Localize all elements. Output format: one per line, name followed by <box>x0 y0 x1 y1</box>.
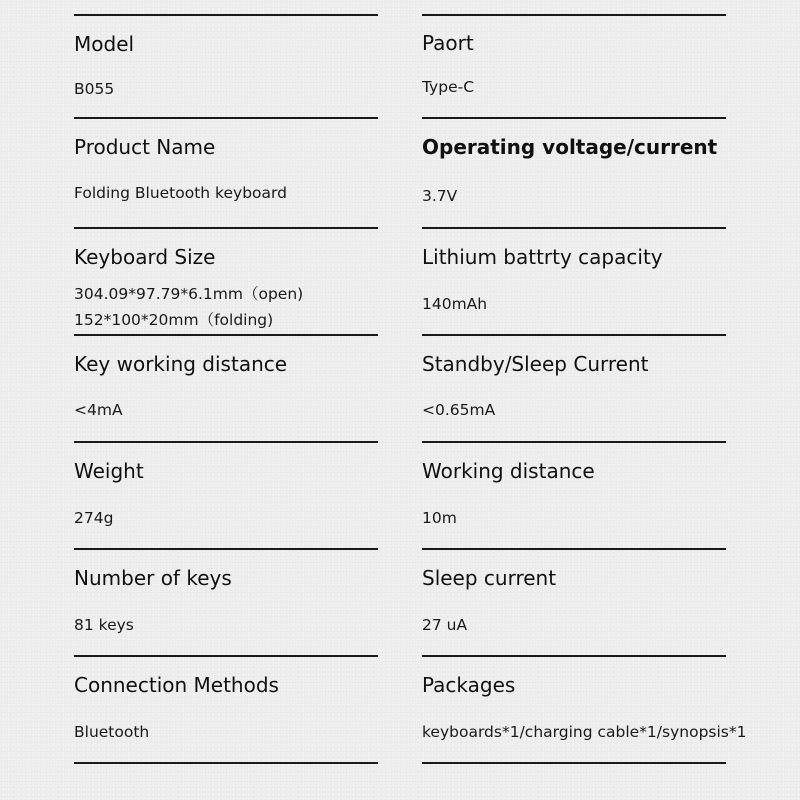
spec-value: 3.7V <box>422 187 458 205</box>
spec-label: Working distance <box>422 459 595 483</box>
spec-value: <0.65mA <box>422 401 496 419</box>
divider <box>422 548 726 550</box>
spec-value: 304.09*97.79*6.1mm（open) <box>74 285 304 303</box>
spec-value: Bluetooth <box>74 723 150 741</box>
divider <box>422 334 726 336</box>
divider <box>422 441 726 443</box>
divider <box>74 117 378 119</box>
spec-value: 81 keys <box>74 616 134 634</box>
spec-value: <4mA <box>74 401 123 419</box>
spec-value: Type-C <box>422 78 475 96</box>
spec-value: B055 <box>74 80 115 98</box>
spec-label: Paort <box>422 31 474 55</box>
divider <box>74 548 378 550</box>
spec-value: 27 uA <box>422 616 468 634</box>
spec-label: Standby/Sleep Current <box>422 352 649 376</box>
divider <box>74 14 378 16</box>
spec-value-line2: 152*100*20mm（folding) <box>74 311 274 329</box>
spec-label: Operating voltage/current <box>422 135 718 159</box>
spec-label: Weight <box>74 459 144 483</box>
spec-value: 140mAh <box>422 295 488 313</box>
divider <box>74 334 378 336</box>
divider <box>422 655 726 657</box>
spec-label: Lithium battrty capacity <box>422 245 663 269</box>
spec-label: Model <box>74 32 135 56</box>
divider <box>422 227 726 229</box>
spec-value: 10m <box>422 509 457 527</box>
spec-label: Packages <box>422 673 516 697</box>
spec-label: Number of keys <box>74 566 232 590</box>
divider <box>74 227 378 229</box>
divider <box>422 14 726 16</box>
spec-label: Key working distance <box>74 352 288 376</box>
spec-label: Sleep current <box>422 566 557 590</box>
divider <box>422 762 726 764</box>
divider <box>74 655 378 657</box>
divider <box>422 117 726 119</box>
spec-label: Connection Methods <box>74 673 279 697</box>
spec-label: Product Name <box>74 135 216 159</box>
spec-value: keyboards*1/charging cable*1/synopsis*1 <box>422 723 747 741</box>
divider <box>74 762 378 764</box>
spec-label: Keyboard Size <box>74 245 216 269</box>
spec-value: Folding Bluetooth keyboard <box>74 184 287 202</box>
divider <box>74 441 378 443</box>
spec-value: 274g <box>74 509 114 527</box>
